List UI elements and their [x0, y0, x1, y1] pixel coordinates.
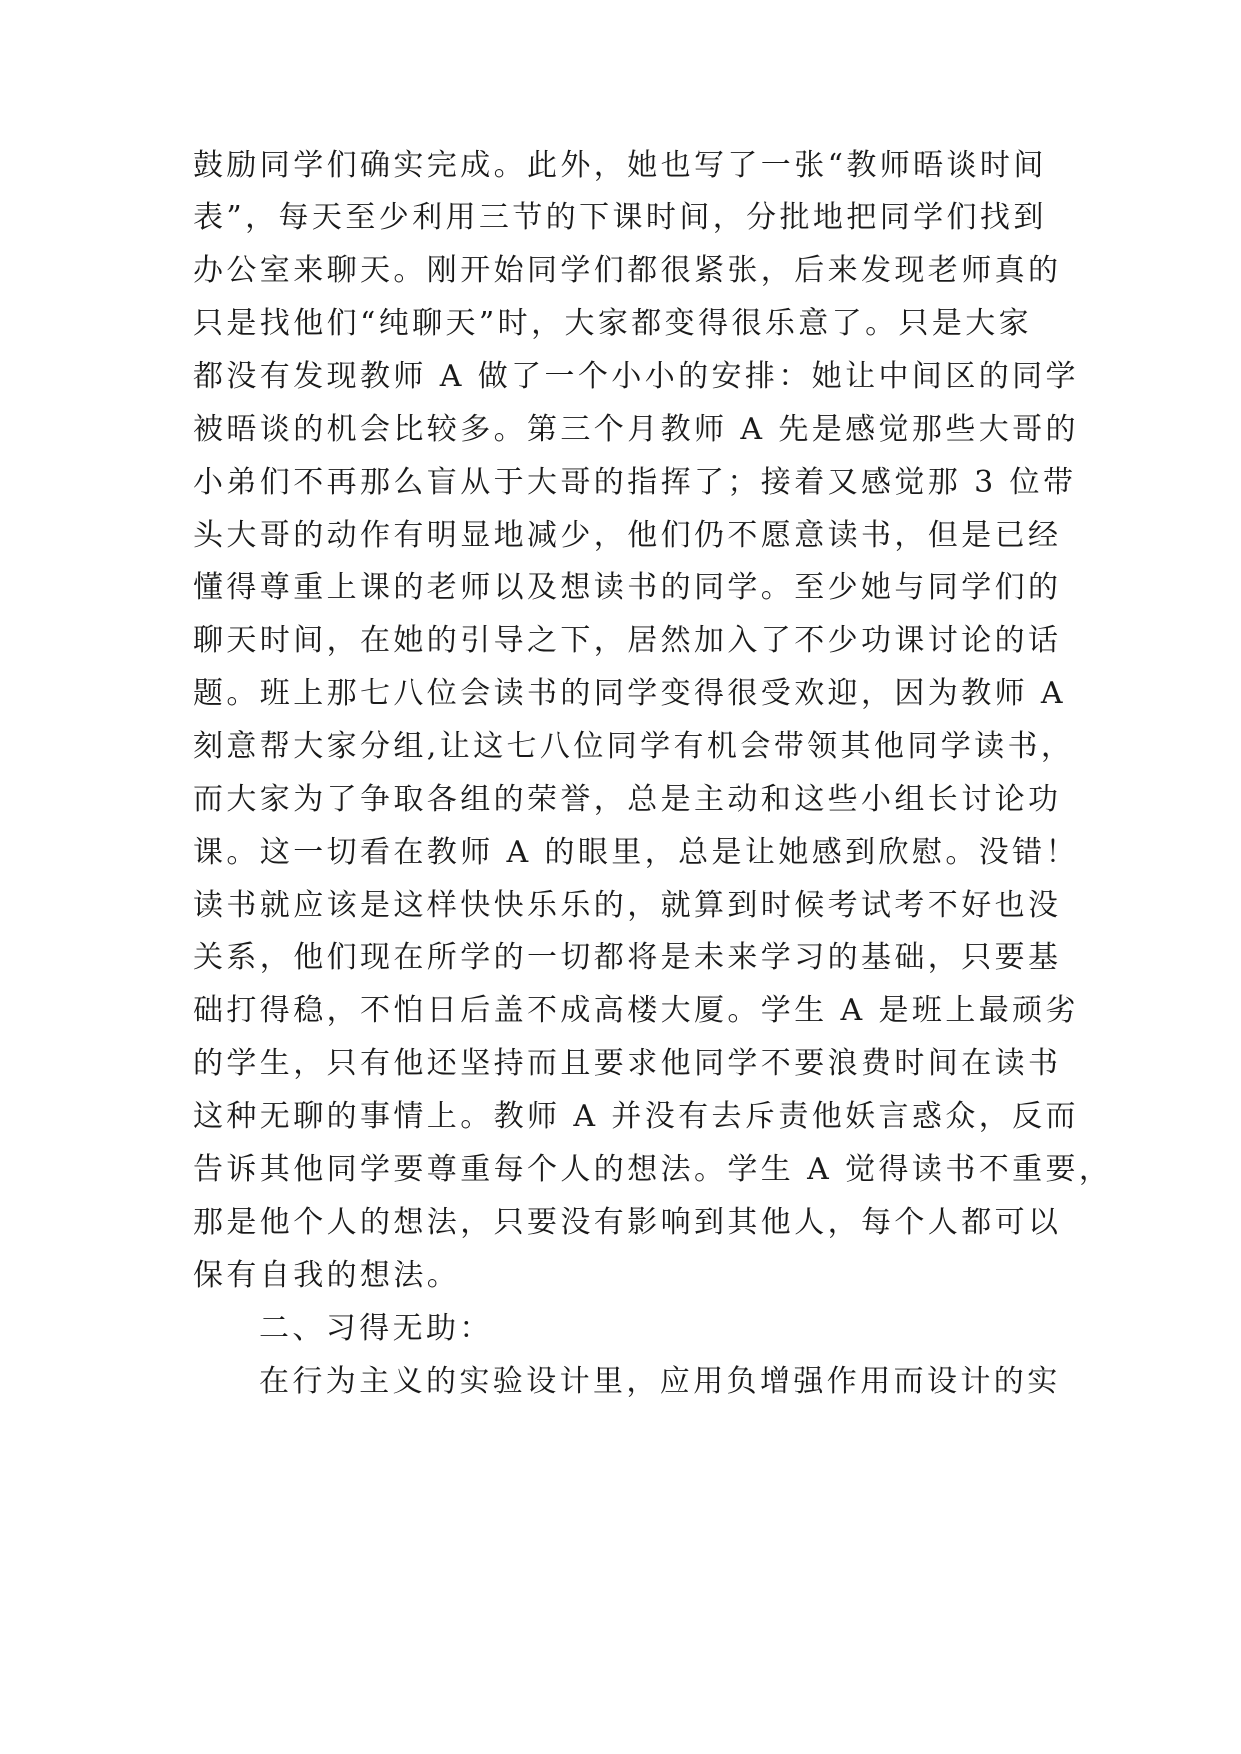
paragraph-line: 都没有发现教师 A 做了一个小小的安排：她让中间区的同学 [193, 359, 1079, 394]
section-heading: 二、习得无助： [259, 1311, 493, 1346]
paragraph-line: 这种无聊的事情上。教师 A 并没有去斥责他妖言惑众，反而 [193, 1099, 1079, 1134]
paragraph-line: 只是找他们“纯聊天”时，大家都变得很乐意了。只是大家 [193, 306, 1033, 341]
paragraph-line: 保有自我的想法。 [193, 1258, 461, 1293]
paragraph-line: 关系，他们现在所学的一切都将是未来学习的基础，只要基 [193, 940, 1062, 975]
paragraph-line: 表”，每天至少利用三节的下课时间，分批地把同学们找到 [193, 200, 1047, 235]
paragraph-first-line: 在行为主义的实验设计里，应用负增强作用而设计的实 [259, 1364, 1061, 1399]
paragraph-line: 刻意帮大家分组,让这七八位同学有机会带领其他同学读书， [193, 729, 1075, 764]
paragraph-line: 聊天时间，在她的引导之下，居然加入了不少功课讨论的话 [193, 623, 1062, 658]
paragraph-line: 而大家为了争取各组的荣誉，总是主动和这些小组长讨论功 [193, 782, 1062, 817]
paragraph-line: 那是他个人的想法，只要没有影响到其他人，每个人都可以 [193, 1205, 1062, 1240]
paragraph-line: 懂得尊重上课的老师以及想读书的同学。至少她与同学们的 [193, 570, 1062, 605]
paragraph-line: 鼓励同学们确实完成。此外，她也写了一张“教师晤谈时间 [193, 148, 1047, 183]
paragraph-line: 告诉其他同学要尊重每个人的想法。学生 A 觉得读书不重要， [193, 1152, 1113, 1187]
paragraph-line: 小弟们不再那么盲从于大哥的指挥了；接着又感觉那 3 位带 [193, 465, 1077, 500]
paragraph-line: 办公室来聊天。刚开始同学们都很紧张，后来发现老师真的 [193, 253, 1062, 288]
paragraph-line: 的学生，只有他还坚持而且要求他同学不要浪费时间在读书 [193, 1046, 1062, 1081]
paragraph-line: 读书就应该是这样快快乐乐的，就算到时候考试考不好也没 [193, 888, 1062, 923]
paragraph-line: 头大哥的动作有明显地减少，他们仍不愿意读书，但是已经 [193, 518, 1062, 553]
paragraph-line: 题。班上那七八位会读书的同学变得很受欢迎，因为教师 A [193, 676, 1067, 711]
paragraph-line: 础打得稳，不怕日后盖不成高楼大厦。学生 A 是班上最顽劣 [193, 993, 1079, 1028]
paragraph-line: 课。这一切看在教师 A 的眼里，总是让她感到欣慰。没错！ [193, 835, 1079, 870]
paragraph-line: 被晤谈的机会比较多。第三个月教师 A 先是感觉那些大哥的 [193, 412, 1079, 447]
